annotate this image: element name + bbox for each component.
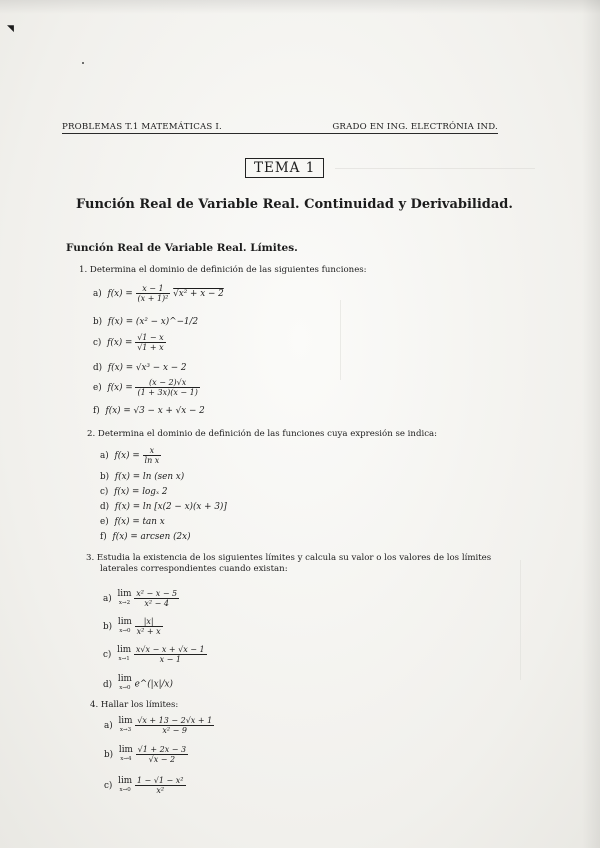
limit (117, 590, 131, 608)
p3-item-b (103, 617, 163, 636)
problem-3-statement (86, 553, 491, 575)
p1-item-a (93, 284, 224, 303)
expr: f(x) = √3 − x + √x − 2 (105, 406, 205, 416)
p3-item-d (103, 675, 173, 693)
lim-word: lim (117, 674, 132, 684)
page-title: Función Real de Variable Real. Continuidad y Derivabilidad. (76, 197, 513, 212)
item-label: d) (100, 502, 110, 512)
problem-1-statement: 1. Determina el dominio de definición de las siguientes funciones: (79, 265, 367, 275)
expr: f(x) = arcsen (2x) (112, 532, 191, 542)
denominator: x² (156, 786, 165, 795)
expr: f(x) = ln [x(2 − x)(x + 3)] (114, 502, 227, 512)
p2-item-a (100, 446, 161, 465)
header-right: GRADO EN ING. ELECTRÓNIA IND. (332, 122, 498, 132)
fraction (135, 776, 186, 795)
p2-item-e (100, 517, 165, 527)
fraction (134, 645, 207, 664)
problem-4-statement: 4. Hallar los límites: (90, 700, 179, 710)
expr: f(x) = logₓ 2 (114, 487, 168, 497)
expr: f(x) = (107, 338, 133, 348)
p1-item-f (93, 406, 205, 416)
denominator: x² − 4 (144, 599, 169, 608)
lim-word: lim (118, 744, 133, 755)
limit (119, 746, 133, 764)
corner-mark-icon: ◥ (7, 24, 14, 34)
denominator: (x + 1)² (137, 294, 169, 303)
item-label: c) (104, 781, 113, 791)
item-label: a) (104, 721, 113, 731)
p1-item-d (93, 363, 187, 373)
problem-2-statement: 2. Determina el dominio de definición de las funciones cuya expresión se indica: (87, 429, 438, 439)
fraction (136, 284, 171, 303)
fraction (135, 617, 163, 636)
fraction (134, 589, 179, 608)
numerator: x − 1 (136, 284, 171, 294)
item-label: f) (100, 532, 107, 542)
item-label: a) (100, 451, 109, 461)
expr: f(x) = ln (sen x) (114, 472, 185, 482)
page-header (62, 122, 498, 134)
numerator: x² − x − 5 (136, 589, 178, 598)
item-label: e) (100, 517, 109, 527)
limit (118, 777, 132, 795)
numerator: √1 − x (137, 333, 164, 342)
root-expr: √x² + x − 2 (173, 289, 224, 299)
item-label: b) (103, 622, 113, 632)
lim-sub: x→0 (119, 627, 131, 634)
tema-box: TEMA 1 (245, 158, 324, 178)
scan-dot (82, 62, 84, 64)
p1-item-e (93, 378, 200, 397)
item-label: c) (93, 338, 102, 348)
denominator: (1 + 3x)(x − 1) (137, 388, 198, 397)
item-label: d) (93, 363, 103, 373)
limit (118, 675, 132, 693)
item-label: b) (100, 472, 110, 482)
lim-word: lim (117, 588, 132, 599)
item-label: e) (93, 383, 102, 393)
p4-item-c (104, 776, 186, 795)
lim-sub: x→0 (119, 685, 131, 691)
fraction (135, 333, 166, 352)
scan-shadow-right (582, 0, 600, 848)
expr: f(x) = tan x (114, 517, 165, 527)
fraction (135, 716, 214, 735)
header-left: PROBLEMAS T.1 MATEMÁTICAS I. (62, 122, 222, 132)
item-label: a) (103, 594, 112, 604)
denominator: √x − 2 (148, 755, 176, 764)
p1-item-c (93, 333, 166, 352)
lim-sub: x→3 (119, 726, 132, 733)
bleed-through (340, 300, 521, 380)
p3-item-c (103, 645, 207, 664)
p2-item-f (100, 532, 191, 542)
item-label: b) (104, 750, 114, 760)
p4-item-b (104, 745, 188, 764)
p1-item-b (93, 317, 198, 327)
limit (117, 646, 131, 664)
problem-3-line-1: 3. Estudia la existencia de los siguientes límites y calcula su valor o los valores de los límites (86, 553, 492, 563)
numerator: √1 + 2x − 3 (137, 745, 187, 754)
numerator: (x − 2)√x (135, 378, 199, 388)
expr: f(x) = √x³ − x − 2 (107, 363, 187, 373)
expr: f(x) = (114, 451, 140, 461)
lim-word: lim (117, 644, 132, 655)
lim-word: lim (117, 616, 132, 627)
p2-item-d (100, 502, 227, 512)
denominator: x² − 9 (162, 726, 188, 735)
expr: f(x) = (107, 289, 133, 299)
expr: f(x) = (x² − x)^−1/2 (107, 317, 199, 327)
numerator: 1 − √1 − x² (136, 776, 184, 785)
item-label: d) (103, 679, 113, 690)
lim-sub: x→0 (119, 786, 131, 793)
lim-word: lim (118, 775, 133, 786)
denominator: x² + x (136, 627, 161, 636)
lim-sub: x→1 (118, 655, 130, 662)
limit (118, 618, 132, 636)
expr: e^(|x|/x) (134, 679, 173, 690)
denominator: x − 1 (159, 655, 181, 664)
item-label: f) (93, 406, 100, 416)
p2-item-c (100, 487, 167, 497)
lim-sub: x→2 (118, 599, 131, 606)
fraction (136, 745, 188, 764)
problem-3-line-2: laterales correspondientes cuando existan: (100, 564, 288, 574)
denominator: √1 + x (137, 343, 164, 352)
section-subtitle: Función Real de Variable Real. Límites. (66, 242, 298, 254)
fraction (135, 378, 199, 397)
bleed-through (320, 560, 521, 680)
item-label: b) (93, 317, 103, 327)
item-label: c) (103, 650, 112, 660)
limit (118, 717, 132, 735)
numerator: x√x − x + √x − 1 (135, 645, 205, 654)
numerator: √x + 13 − 2√x + 1 (137, 716, 213, 725)
bleed-through (335, 168, 535, 185)
p2-item-b (100, 472, 184, 482)
scan-shadow-top (0, 0, 600, 14)
lim-word: lim (118, 715, 133, 726)
lim-sub: x→4 (120, 755, 132, 762)
numerator: |x| (135, 617, 163, 627)
numerator: x (143, 446, 162, 456)
fraction (143, 446, 162, 465)
p4-item-a (104, 716, 214, 735)
p3-item-a (103, 589, 179, 608)
expr: f(x) = (107, 383, 133, 393)
item-label: c) (100, 487, 109, 497)
item-label: a) (93, 289, 102, 299)
denominator: ln x (144, 456, 160, 465)
